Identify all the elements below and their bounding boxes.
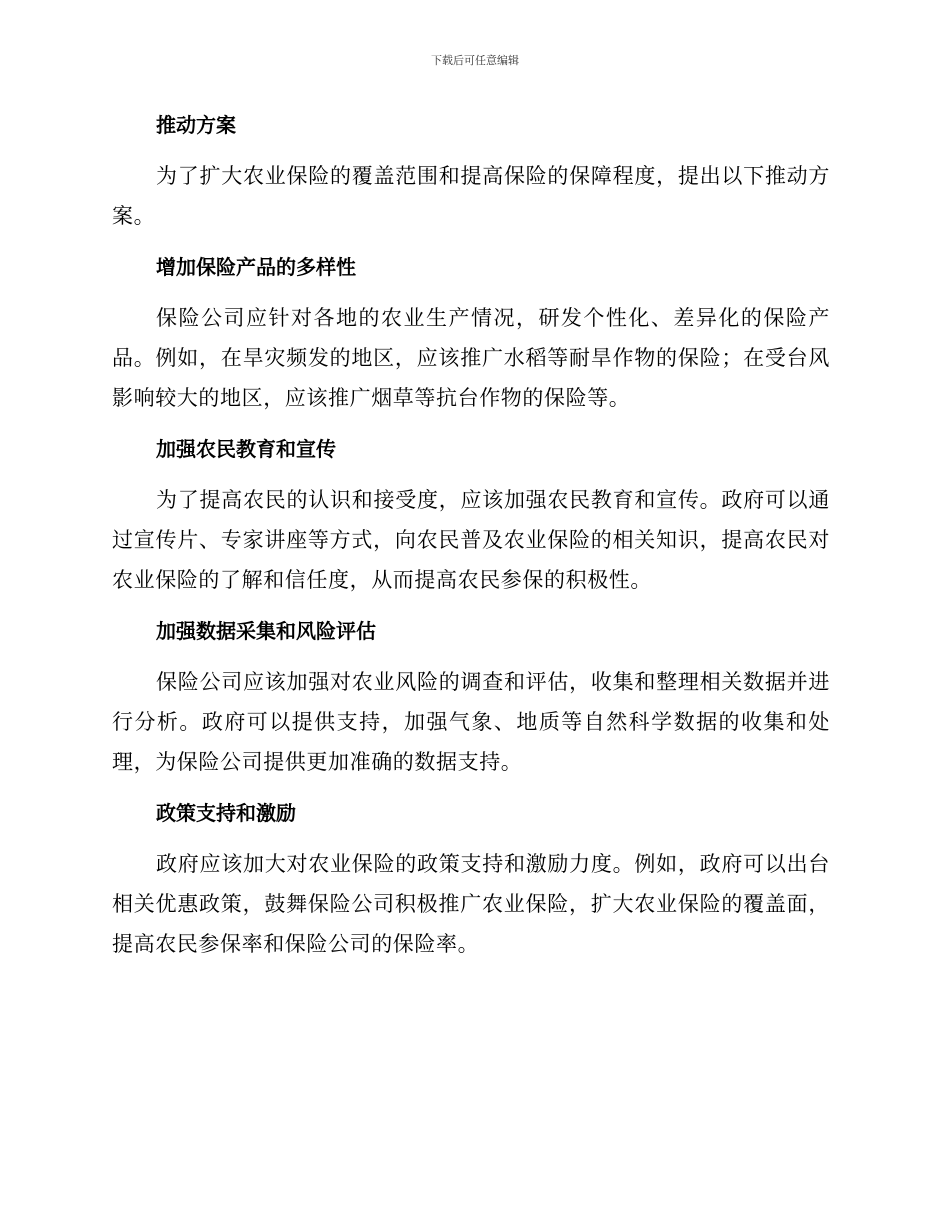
section-heading: 增加保险产品的多样性 [156, 255, 356, 279]
section-paragraph: 为了提高农民的认识和接受度，应该加强农民教育和宣传。政府可以通过宣传片、专家讲座等方式，向农民普及农业保险的相关知识，提高农民对农业保险的了解和信任度，从而提高农民参保的积极性。 [112, 488, 830, 592]
section-paragraph: 保险公司应针对各地的农业生产情况，研发个性化、差异化的保险产品。例如，在旱灾频发的地区，应该推广水稻等耐旱作物的保险；在受台风影响较大的地区，应该推广烟草等抗台作物的保险等。 [112, 306, 830, 410]
section-heading: 加强农民教育和宣传 [156, 437, 336, 461]
section-paragraph: 政府应该加大对农业保险的政策支持和激励力度。例如，政府可以出台相关优惠政策，鼓舞保险公司积极推广农业保险，扩大农业保险的覆盖面，提高农民参保率和保险公司的保险率。 [112, 852, 830, 956]
page-header-note: 下载后可任意编辑 [431, 54, 519, 67]
section-heading: 推动方案 [156, 113, 236, 137]
section-paragraph: 保险公司应该加强对农业风险的调查和评估，收集和整理相关数据并进行分析。政府可以提供支持，加强气象、地质等自然科学数据的收集和处理，为保险公司提供更加准确的数据支持。 [112, 670, 830, 774]
section-heading: 加强数据采集和风险评估 [156, 619, 376, 643]
section-paragraph: 为了扩大农业保险的覆盖范围和提高保险的保障程度，提出以下推动方案。 [112, 164, 830, 228]
section-heading: 政策支持和激励 [156, 801, 296, 825]
document-body [112, 108, 830, 964]
